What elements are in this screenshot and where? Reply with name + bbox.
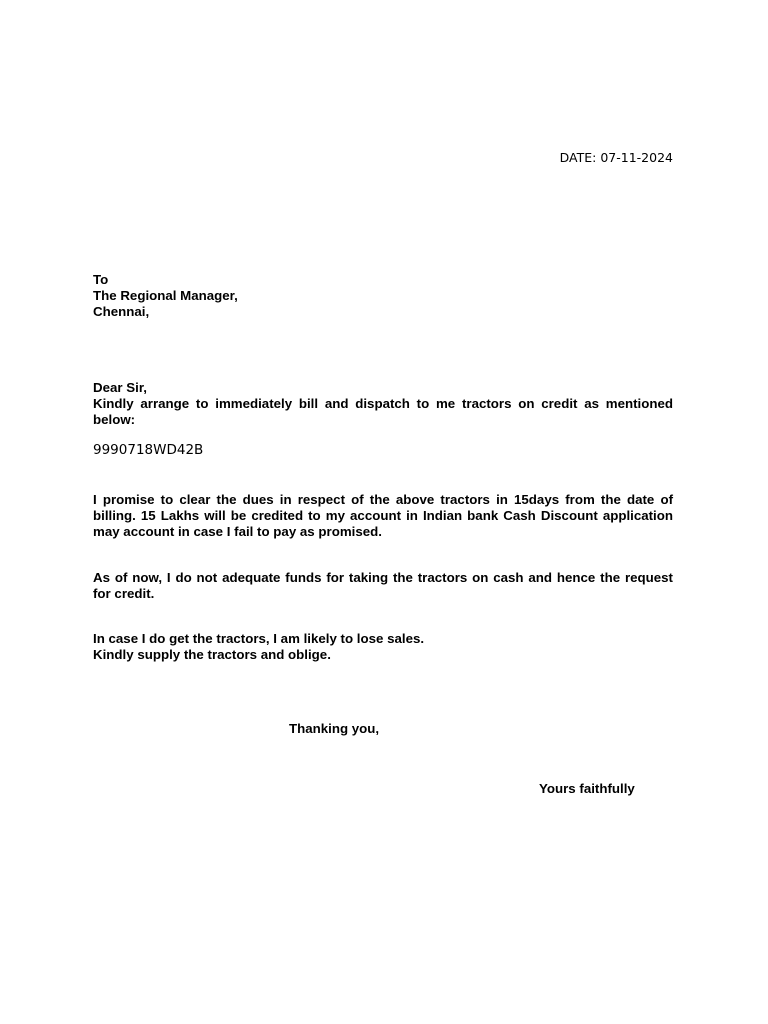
thanking-line: Thanking you, <box>289 721 380 736</box>
sales-paragraph <box>93 631 424 663</box>
address-recipient: The Regional Manager, <box>93 288 238 303</box>
address-to: To <box>93 272 109 287</box>
tractor-code: 9990718WD42B <box>93 442 204 458</box>
salutation: Dear Sir, <box>93 380 147 395</box>
promise-paragraph: I promise to clear the dues in respect of the above tractors in 15days from the date of billing. 15 Lakhs will be credited to my account in Indian bank Cash Discount application may account in case I fail to pay as promised. <box>93 492 673 539</box>
sales-line: In case I do get the tractors, I am likely to lose sales. <box>93 631 425 646</box>
closing-line: Yours faithfully <box>539 781 635 796</box>
letter-date: DATE: 07-11-2024 <box>559 150 673 165</box>
supply-line: Kindly supply the tractors and oblige. <box>93 647 331 662</box>
recipient-address <box>93 272 393 320</box>
request-paragraph: Kindly arrange to immediately bill and dispatch to me tractors on credit as mentioned below: <box>93 396 673 427</box>
address-city: Chennai, <box>93 304 150 319</box>
funds-paragraph: As of now, I do not adequate funds for taking the tractors on cash and hence the request for credit. <box>93 570 673 601</box>
